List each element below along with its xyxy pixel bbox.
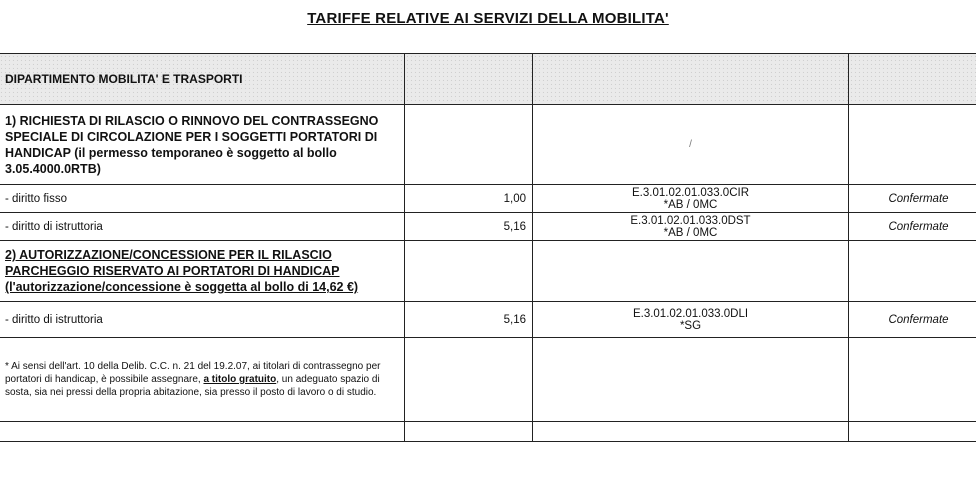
tariffs-table <box>0 53 976 442</box>
item-amount: 5,16 <box>405 302 533 338</box>
item-amount: 5,16 <box>405 213 533 241</box>
code-line: *AB / 0MC <box>663 226 718 239</box>
note-text: , un adeguato spazio di sosta, sia nei pressi della propria abitazione, sia presso il posto di lavoro o di studio. <box>5 374 380 398</box>
mark-cell <box>533 105 849 185</box>
empty-cell <box>405 241 533 302</box>
code-line: E.3.01.02.01.033.0DST <box>630 214 751 227</box>
empty-cell <box>405 338 533 422</box>
item-amount: 1,00 <box>405 185 533 213</box>
item-status: Confermate <box>849 213 976 241</box>
item-code <box>533 185 849 213</box>
shaded-cell <box>405 54 533 105</box>
item-status: Confermate <box>849 302 976 338</box>
item-code <box>533 213 849 241</box>
empty-cell <box>533 338 849 422</box>
empty-cell <box>405 422 533 442</box>
table-row <box>0 302 976 338</box>
slash-mark: / <box>689 139 692 150</box>
code-line: *SG <box>679 319 702 332</box>
section-2-cell <box>0 241 405 302</box>
note-row <box>0 338 976 422</box>
code-line: *AB / 0MC <box>663 198 718 211</box>
note-emphasis: a titolo gratuito <box>203 374 277 385</box>
section-1-heading: 1) RICHIESTA DI RILASCIO O RINNOVO DEL CONTRASSEGNO SPECIALE DI CIRCOLAZIONE PER I SOGGETTI PORTATORI DI HANDICAP (il permesso temporaneo è soggetto al bollo 3.05.4000.0RTB) <box>5 113 379 176</box>
empty-cell <box>849 338 976 422</box>
item-code <box>533 302 849 338</box>
code-line: E.3.01.02.01.033.0CIR <box>632 186 749 199</box>
item-label: - diritto di istruttoria <box>0 213 405 241</box>
shaded-cell <box>533 54 849 105</box>
item-label: - diritto fisso <box>0 185 405 213</box>
note-text: * Ai sensi dell'art. 10 della Delib. C.C. n. 21 del 19.2.07, ai titolari di contrassegno per portatori di handicap, è possibile assegnare, <box>5 361 381 385</box>
section-1-row <box>0 105 976 185</box>
section-1-cell <box>0 105 405 185</box>
note-cell <box>0 338 405 422</box>
empty-cell <box>533 241 849 302</box>
empty-cell <box>0 422 405 442</box>
department-heading: DIPARTIMENTO MOBILITA' E TRASPORTI <box>5 72 243 86</box>
code-line: E.3.01.02.01.033.0DLI <box>632 307 749 320</box>
empty-cell <box>849 105 976 185</box>
empty-cell <box>849 241 976 302</box>
table-row <box>0 185 976 213</box>
department-cell <box>0 54 405 105</box>
section-2-row <box>0 241 976 302</box>
shaded-cell <box>849 54 976 105</box>
table-row <box>0 422 976 442</box>
item-status: Confermate <box>849 185 976 213</box>
empty-cell <box>405 105 533 185</box>
table-row <box>0 213 976 241</box>
section-2-heading: 2) AUTORIZZAZIONE/CONCESSIONE PER IL RILASCIO PARCHEGGIO RISERVATO AI PORTATORI DI HANDICAP (l'autorizzazione/concessione è soggetta al bollo di 14,62 €) <box>5 248 359 294</box>
empty-cell <box>849 422 976 442</box>
footnote <box>5 360 398 399</box>
item-label: - diritto di istruttoria <box>0 302 405 338</box>
empty-cell <box>533 422 849 442</box>
page-title: TARIFFE RELATIVE AI SERVIZI DELLA MOBILITA' <box>307 10 669 27</box>
department-row <box>0 54 976 105</box>
